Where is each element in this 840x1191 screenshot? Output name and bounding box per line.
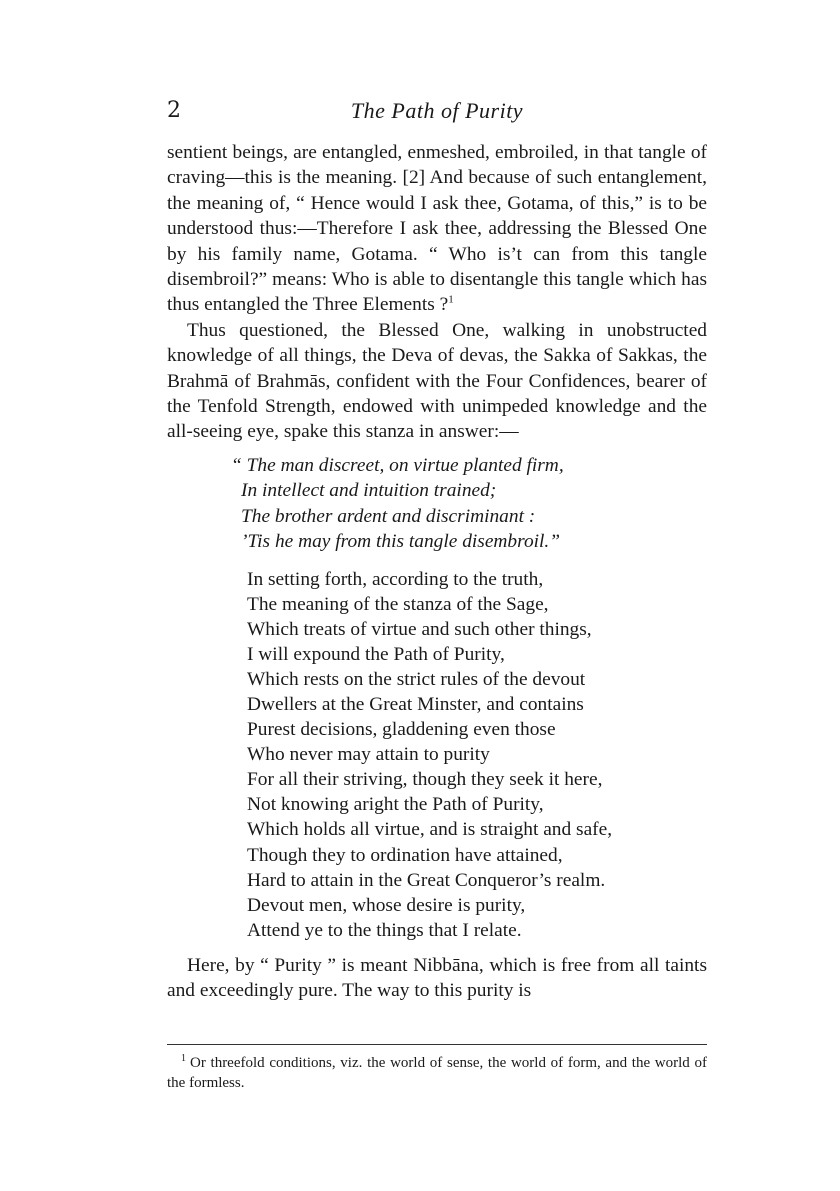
stanza-line: The brother ardent and discriminant : xyxy=(241,505,536,527)
verse-line: Purest decisions, gladdening even those xyxy=(247,719,556,741)
running-head xyxy=(167,96,707,130)
stanza-line: In intellect and intuition trained; xyxy=(241,480,497,502)
page-number: 2 xyxy=(167,98,181,123)
verse-line: Who never may attain to purity xyxy=(247,744,490,766)
footnote-reference: 1 xyxy=(448,293,454,306)
footnote xyxy=(167,1053,707,1093)
footnote-rule xyxy=(167,1044,707,1045)
verse-line: Attend ye to the things that I relate. xyxy=(247,919,522,941)
verse-line: Not knowing aright the Path of Purity, xyxy=(247,794,544,816)
stanza xyxy=(231,453,707,555)
stanza-line: ’Tis he may from this tangle disembroil.” xyxy=(241,531,561,553)
body-text xyxy=(167,140,707,1004)
running-title: The Path of Purity xyxy=(350,98,524,123)
paragraph-2: Thus questioned, the Blessed One, walking in unobstructed knowledge of all things, the Deva of devas, the Sakka of Sakkas, the Brahmā of Brahmās, confident with the Four Confidences, bearer of the Tenfold Strength, endowed with unimpeded knowledge and the all-seeing eye, spake this stanza in answer:— xyxy=(167,319,707,443)
verse-line: The meaning of the stanza of the Sage, xyxy=(247,593,549,615)
stanza-line: “ The man discreet, on virtue planted firm, xyxy=(231,454,564,476)
footnote-text: Or threefold conditions, viz. the world of sense, the world of form, and the world of the formless. xyxy=(167,1055,707,1091)
verse-line: Hard to attain in the Great Conqueror’s realm. xyxy=(247,869,606,891)
verse-line: Devout men, whose desire is purity, xyxy=(247,894,526,916)
verse-line: Dwellers at the Great Minster, and contains xyxy=(247,693,584,715)
paragraph-1-text: sentient beings, are entangled, enmeshed, embroiled, in that tangle of craving—this is the meaning. [2] And because of such entanglement, the meaning of, “ Hence would I ask thee, Gotama, of this,” is to be understood thus:—Therefore I ask thee, addressing the Blessed One by his family name, Gotama. “ Who is’t can from this tangle disembroil?” means: Who is able to disentangle this tangle which has thus entangled the Three Elements ? xyxy=(167,142,707,316)
verse-line: Which rests on the strict rules of the devout xyxy=(247,668,586,690)
footnote-mark: 1 xyxy=(181,1053,186,1064)
verse xyxy=(247,567,707,943)
verse-line: For all their striving, though they seek it here, xyxy=(247,769,603,791)
paragraph-3: Here, by “ Purity ” is meant Nibbāna, which is free from all taints and exceedingly pure. The way to this purity is xyxy=(167,954,707,1002)
verse-line: I will expound the Path of Purity, xyxy=(247,643,505,665)
verse-line: In setting forth, according to the truth, xyxy=(247,568,544,590)
verse-line: Which holds all virtue, and is straight and safe, xyxy=(247,819,613,841)
verse-line: Though they to ordination have attained, xyxy=(247,844,563,866)
verse-line: Which treats of virtue and such other things, xyxy=(247,618,592,640)
paragraph-1 xyxy=(167,140,707,318)
